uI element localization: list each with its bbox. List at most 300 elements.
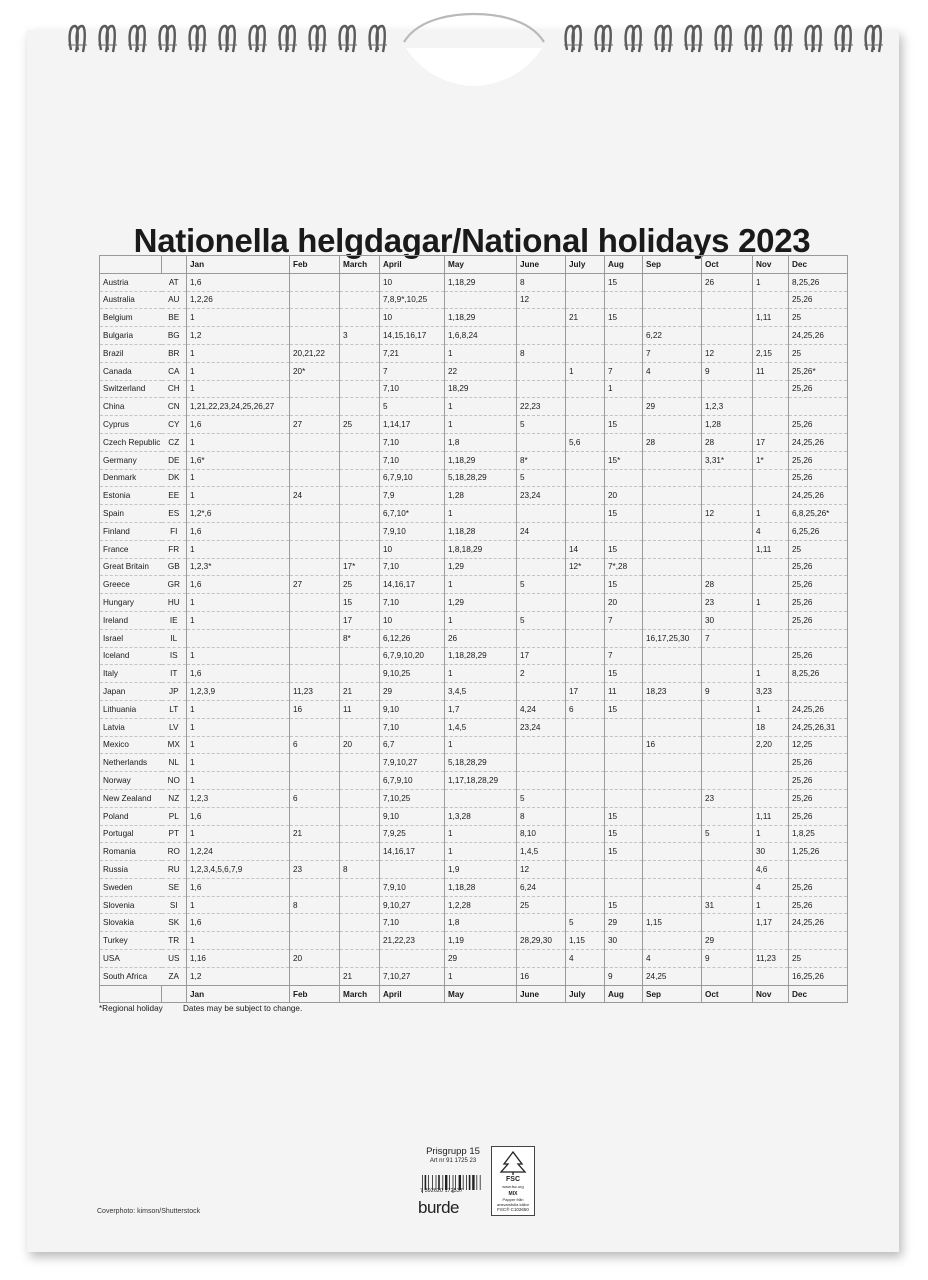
binding-coil bbox=[858, 22, 888, 58]
holiday-dates-cell bbox=[187, 629, 290, 647]
holiday-dates-cell: 23 bbox=[702, 594, 753, 612]
holiday-dates-cell: 6,12,26 bbox=[380, 629, 445, 647]
holiday-dates-cell bbox=[566, 416, 605, 434]
holiday-dates-cell bbox=[290, 914, 340, 932]
holiday-dates-cell: 1 bbox=[566, 362, 605, 380]
holiday-dates-cell: 1 bbox=[187, 754, 290, 772]
holiday-dates-cell: 1 bbox=[187, 896, 290, 914]
table-row bbox=[100, 611, 848, 629]
holiday-dates-cell bbox=[753, 416, 789, 434]
holiday-dates-cell: 1,6 bbox=[187, 522, 290, 540]
holiday-dates-cell: 1,6 bbox=[187, 416, 290, 434]
table-row bbox=[100, 522, 848, 540]
country-name: Germany bbox=[100, 451, 162, 469]
holiday-dates-cell: 1,2,26 bbox=[187, 291, 290, 309]
holiday-dates-cell: 1,6 bbox=[187, 665, 290, 683]
holiday-dates-cell bbox=[643, 825, 702, 843]
holiday-dates-cell bbox=[605, 878, 643, 896]
country-code: NO bbox=[162, 772, 187, 790]
holiday-dates-cell: 1 bbox=[187, 647, 290, 665]
holiday-dates-cell: 25,26 bbox=[789, 647, 848, 665]
holiday-dates-cell: 15 bbox=[605, 540, 643, 558]
holiday-dates-cell bbox=[702, 665, 753, 683]
table-row bbox=[100, 967, 848, 985]
price-block bbox=[418, 1146, 488, 1164]
holiday-dates-cell bbox=[340, 825, 380, 843]
country-code: NL bbox=[162, 754, 187, 772]
holiday-dates-cell bbox=[643, 807, 702, 825]
table-row bbox=[100, 950, 848, 968]
table-row bbox=[100, 754, 848, 772]
holiday-dates-cell: 1,2,3* bbox=[187, 558, 290, 576]
holiday-dates-cell bbox=[517, 736, 566, 754]
table-row bbox=[100, 469, 848, 487]
holiday-dates-cell: 2,15 bbox=[753, 344, 789, 362]
holiday-dates-cell: 25,26 bbox=[789, 594, 848, 612]
holiday-dates-cell bbox=[753, 754, 789, 772]
holiday-dates-cell: 1,18,29 bbox=[445, 451, 517, 469]
table-row bbox=[100, 487, 848, 505]
country-code: RO bbox=[162, 843, 187, 861]
holiday-dates-cell bbox=[643, 273, 702, 291]
holiday-dates-cell: 1 bbox=[187, 487, 290, 505]
holiday-dates-cell: 15 bbox=[605, 807, 643, 825]
holiday-dates-cell: 1,11 bbox=[753, 309, 789, 327]
country-code: ES bbox=[162, 505, 187, 523]
binding-coil bbox=[152, 22, 182, 58]
table-row bbox=[100, 772, 848, 790]
holiday-dates-cell bbox=[290, 291, 340, 309]
footer-month-may: May bbox=[445, 985, 517, 1003]
holiday-dates-cell: 1,8,25 bbox=[789, 825, 848, 843]
holiday-dates-cell: 4,6 bbox=[753, 861, 789, 879]
table-row bbox=[100, 861, 848, 879]
holiday-dates-cell: 20 bbox=[290, 950, 340, 968]
country-code: CZ bbox=[162, 433, 187, 451]
holiday-dates-cell bbox=[566, 825, 605, 843]
holiday-dates-cell: 7,9,10 bbox=[380, 878, 445, 896]
holiday-dates-cell: 1 bbox=[753, 594, 789, 612]
binding-coil bbox=[212, 22, 242, 58]
holiday-dates-cell: 6,8,25,26* bbox=[789, 505, 848, 523]
holiday-dates-cell: 29 bbox=[380, 683, 445, 701]
holiday-dates-cell bbox=[566, 878, 605, 896]
country-code: HU bbox=[162, 594, 187, 612]
country-name: Greece bbox=[100, 576, 162, 594]
footer-month-july: July bbox=[566, 985, 605, 1003]
footer-month-april: April bbox=[380, 985, 445, 1003]
holiday-dates-cell bbox=[340, 647, 380, 665]
holiday-dates-cell: 18 bbox=[753, 718, 789, 736]
country-name: Poland bbox=[100, 807, 162, 825]
holiday-dates-cell bbox=[290, 380, 340, 398]
holiday-dates-cell bbox=[753, 932, 789, 950]
holiday-dates-cell: 7,10 bbox=[380, 718, 445, 736]
country-name: Portugal bbox=[100, 825, 162, 843]
holiday-dates-cell: 1,6,8,24 bbox=[445, 327, 517, 345]
country-name: Estonia bbox=[100, 487, 162, 505]
holiday-dates-cell: 1 bbox=[445, 967, 517, 985]
fsc-url: www.fsc.org bbox=[502, 1184, 524, 1189]
holiday-dates-cell bbox=[605, 950, 643, 968]
country-code: BR bbox=[162, 344, 187, 362]
holiday-dates-cell: 24 bbox=[290, 487, 340, 505]
holiday-dates-cell bbox=[605, 327, 643, 345]
holiday-dates-cell: 16 bbox=[517, 967, 566, 985]
holiday-dates-cell bbox=[789, 683, 848, 701]
holiday-dates-cell: 1,14,17 bbox=[380, 416, 445, 434]
holiday-dates-cell: 7,10 bbox=[380, 914, 445, 932]
holiday-dates-cell: 1,19 bbox=[445, 932, 517, 950]
holiday-dates-cell bbox=[643, 861, 702, 879]
holiday-dates-cell bbox=[340, 522, 380, 540]
holiday-dates-cell: 17 bbox=[340, 611, 380, 629]
holiday-dates-cell bbox=[290, 967, 340, 985]
holiday-dates-cell bbox=[605, 522, 643, 540]
holiday-dates-cell bbox=[517, 950, 566, 968]
holiday-dates-cell bbox=[605, 718, 643, 736]
holiday-dates-cell: 5 bbox=[517, 611, 566, 629]
holiday-dates-cell bbox=[517, 683, 566, 701]
holiday-dates-cell: 1 bbox=[445, 843, 517, 861]
holiday-dates-cell: 1 bbox=[445, 665, 517, 683]
holiday-dates-cell bbox=[566, 522, 605, 540]
holiday-dates-cell bbox=[566, 861, 605, 879]
barcode-number: 7 392620 172537 bbox=[420, 1188, 463, 1194]
holiday-dates-cell: 9,10,25 bbox=[380, 665, 445, 683]
holiday-dates-cell bbox=[643, 647, 702, 665]
country-name: Norway bbox=[100, 772, 162, 790]
country-code: MX bbox=[162, 736, 187, 754]
holiday-dates-cell bbox=[605, 772, 643, 790]
holiday-dates-cell: 24,25,26 bbox=[789, 914, 848, 932]
holiday-dates-cell: 1,7 bbox=[445, 700, 517, 718]
holiday-dates-cell bbox=[789, 932, 848, 950]
holiday-dates-cell: 7 bbox=[605, 362, 643, 380]
country-code: JP bbox=[162, 683, 187, 701]
holiday-dates-cell: 25 bbox=[789, 950, 848, 968]
holiday-dates-cell: 25,26 bbox=[789, 878, 848, 896]
holiday-dates-cell bbox=[290, 629, 340, 647]
table-row bbox=[100, 825, 848, 843]
holiday-dates-cell: 3,23 bbox=[753, 683, 789, 701]
holiday-dates-cell bbox=[605, 861, 643, 879]
holiday-dates-cell: 20,21,22 bbox=[290, 344, 340, 362]
holiday-dates-cell bbox=[605, 469, 643, 487]
holiday-dates-cell: 28,29,30 bbox=[517, 932, 566, 950]
holiday-dates-cell bbox=[340, 772, 380, 790]
holiday-dates-cell: 1,4,5 bbox=[445, 718, 517, 736]
holiday-dates-cell: 9 bbox=[702, 683, 753, 701]
holiday-dates-cell: 21 bbox=[290, 825, 340, 843]
table-row bbox=[100, 629, 848, 647]
footer-month-feb: Feb bbox=[290, 985, 340, 1003]
country-name: New Zealand bbox=[100, 789, 162, 807]
holiday-dates-cell: 28 bbox=[702, 576, 753, 594]
holiday-dates-cell bbox=[290, 718, 340, 736]
holiday-dates-cell bbox=[605, 433, 643, 451]
holiday-dates-cell bbox=[517, 362, 566, 380]
holiday-dates-cell bbox=[290, 807, 340, 825]
binding-coil bbox=[332, 22, 362, 58]
holiday-dates-cell: 9,10 bbox=[380, 700, 445, 718]
header-month-july: July bbox=[566, 256, 605, 274]
holiday-dates-cell: 15 bbox=[605, 665, 643, 683]
footer-code bbox=[162, 985, 187, 1003]
holiday-dates-cell bbox=[753, 647, 789, 665]
holiday-dates-cell: 1,8,18,29 bbox=[445, 540, 517, 558]
holiday-dates-cell bbox=[566, 398, 605, 416]
holiday-dates-cell: 1,17,18,28,29 bbox=[445, 772, 517, 790]
holiday-dates-cell: 1,2,3,9 bbox=[187, 683, 290, 701]
fsc-tree-icon bbox=[492, 1150, 534, 1176]
holiday-dates-cell bbox=[340, 505, 380, 523]
binding-coil bbox=[618, 22, 648, 58]
header-month-may: May bbox=[445, 256, 517, 274]
country-name: France bbox=[100, 540, 162, 558]
holiday-dates-cell: 8* bbox=[340, 629, 380, 647]
country-code: PL bbox=[162, 807, 187, 825]
holiday-dates-cell bbox=[290, 878, 340, 896]
holiday-dates-cell bbox=[517, 914, 566, 932]
holiday-dates-cell: 1 bbox=[187, 380, 290, 398]
holiday-dates-cell: 25,26 bbox=[789, 558, 848, 576]
country-code: CH bbox=[162, 380, 187, 398]
holidays-table bbox=[99, 255, 848, 1003]
holiday-dates-cell bbox=[380, 861, 445, 879]
holiday-dates-cell: 23 bbox=[702, 789, 753, 807]
table-row bbox=[100, 665, 848, 683]
holiday-dates-cell: 15* bbox=[605, 451, 643, 469]
holiday-dates-cell: 10 bbox=[380, 309, 445, 327]
binding-coil bbox=[62, 22, 92, 58]
holiday-dates-cell: 8 bbox=[517, 344, 566, 362]
holiday-dates-cell: 12 bbox=[517, 861, 566, 879]
holiday-dates-cell: 14,16,17 bbox=[380, 843, 445, 861]
fsc-mix: MIX bbox=[508, 1191, 518, 1197]
country-code: IT bbox=[162, 665, 187, 683]
holiday-dates-cell: 23,24 bbox=[517, 487, 566, 505]
holiday-dates-cell bbox=[643, 896, 702, 914]
binding-coil bbox=[362, 22, 392, 58]
holiday-dates-cell: 24,25,26 bbox=[789, 700, 848, 718]
country-name: Sweden bbox=[100, 878, 162, 896]
table-row bbox=[100, 700, 848, 718]
footer-month-oct: Oct bbox=[702, 985, 753, 1003]
holiday-dates-cell: 8* bbox=[517, 451, 566, 469]
header-month-dec: Dec bbox=[789, 256, 848, 274]
country-code: LV bbox=[162, 718, 187, 736]
country-name: Slovenia bbox=[100, 896, 162, 914]
holiday-dates-cell: 1 bbox=[187, 718, 290, 736]
holiday-dates-cell bbox=[643, 665, 702, 683]
holiday-dates-cell: 30 bbox=[753, 843, 789, 861]
holiday-dates-cell: 16 bbox=[643, 736, 702, 754]
holiday-dates-cell bbox=[753, 558, 789, 576]
holiday-dates-cell bbox=[290, 505, 340, 523]
holiday-dates-cell: 15 bbox=[605, 273, 643, 291]
holiday-dates-cell: 8 bbox=[517, 273, 566, 291]
country-code: PT bbox=[162, 825, 187, 843]
holiday-dates-cell: 7,10 bbox=[380, 594, 445, 612]
regional-holiday-note: *Regional holiday bbox=[99, 1004, 163, 1013]
table-row bbox=[100, 789, 848, 807]
holiday-dates-cell: 7 bbox=[380, 362, 445, 380]
country-name: Russia bbox=[100, 861, 162, 879]
holiday-dates-cell: 6,7 bbox=[380, 736, 445, 754]
holiday-dates-cell bbox=[340, 789, 380, 807]
holiday-dates-cell: 7,21 bbox=[380, 344, 445, 362]
holiday-dates-cell bbox=[340, 469, 380, 487]
table-row bbox=[100, 576, 848, 594]
holiday-dates-cell bbox=[290, 451, 340, 469]
holiday-dates-cell: 28 bbox=[702, 433, 753, 451]
holiday-dates-cell: 4,24 bbox=[517, 700, 566, 718]
holiday-dates-cell: 5 bbox=[380, 398, 445, 416]
holiday-dates-cell: 1 bbox=[445, 416, 517, 434]
holiday-dates-cell: 25,26 bbox=[789, 807, 848, 825]
holiday-dates-cell: 6,7,10* bbox=[380, 505, 445, 523]
holiday-dates-cell bbox=[643, 469, 702, 487]
holiday-dates-cell bbox=[340, 398, 380, 416]
holiday-dates-cell: 1,6 bbox=[187, 878, 290, 896]
holiday-dates-cell bbox=[702, 327, 753, 345]
holiday-dates-cell bbox=[566, 380, 605, 398]
holiday-dates-cell: 29 bbox=[445, 950, 517, 968]
holiday-dates-cell: 10 bbox=[380, 273, 445, 291]
holiday-dates-cell: 1 bbox=[187, 700, 290, 718]
holiday-dates-cell bbox=[643, 700, 702, 718]
country-code: DE bbox=[162, 451, 187, 469]
country-code: AT bbox=[162, 273, 187, 291]
holiday-dates-cell: 1,4,5 bbox=[517, 843, 566, 861]
holiday-dates-cell bbox=[643, 558, 702, 576]
holiday-dates-cell bbox=[566, 754, 605, 772]
country-code: AU bbox=[162, 291, 187, 309]
holiday-dates-cell: 7,10,25 bbox=[380, 789, 445, 807]
holiday-dates-cell: 1 bbox=[753, 700, 789, 718]
holiday-dates-cell: 1 bbox=[187, 469, 290, 487]
holiday-dates-cell: 7,10 bbox=[380, 380, 445, 398]
holiday-dates-cell bbox=[753, 291, 789, 309]
holiday-dates-cell bbox=[340, 665, 380, 683]
table-row bbox=[100, 594, 848, 612]
holiday-dates-cell: 1,2 bbox=[187, 327, 290, 345]
holiday-dates-cell bbox=[290, 540, 340, 558]
holiday-dates-cell: 6 bbox=[290, 736, 340, 754]
holiday-dates-cell: 25,26 bbox=[789, 416, 848, 434]
holiday-dates-cell bbox=[340, 451, 380, 469]
holiday-dates-cell: 25,26 bbox=[789, 611, 848, 629]
holiday-dates-cell: 1 bbox=[187, 433, 290, 451]
holiday-dates-cell bbox=[566, 594, 605, 612]
country-name: Brazil bbox=[100, 344, 162, 362]
holiday-dates-cell: 11,23 bbox=[753, 950, 789, 968]
holiday-dates-cell: 25 bbox=[517, 896, 566, 914]
table-row bbox=[100, 416, 848, 434]
holiday-dates-cell: 7,10 bbox=[380, 558, 445, 576]
country-name: Denmark bbox=[100, 469, 162, 487]
holiday-dates-cell: 2,20 bbox=[753, 736, 789, 754]
binding-coil bbox=[738, 22, 768, 58]
holiday-dates-cell bbox=[643, 380, 702, 398]
holiday-dates-cell: 1 bbox=[187, 736, 290, 754]
table-row bbox=[100, 362, 848, 380]
holiday-dates-cell: 5,18,28,29 bbox=[445, 469, 517, 487]
holiday-dates-cell: 22 bbox=[445, 362, 517, 380]
holiday-dates-cell: 23,24 bbox=[517, 718, 566, 736]
holiday-dates-cell: 31 bbox=[702, 896, 753, 914]
header-month-oct: Oct bbox=[702, 256, 753, 274]
holiday-dates-cell bbox=[702, 469, 753, 487]
holiday-dates-cell bbox=[702, 647, 753, 665]
holiday-dates-cell: 20 bbox=[605, 594, 643, 612]
holiday-dates-cell bbox=[702, 309, 753, 327]
holiday-dates-cell: 1 bbox=[445, 736, 517, 754]
holiday-dates-cell: 1 bbox=[187, 772, 290, 790]
holiday-dates-cell: 12* bbox=[566, 558, 605, 576]
holiday-dates-cell: 17 bbox=[566, 683, 605, 701]
binding-coil bbox=[588, 22, 618, 58]
table-row bbox=[100, 843, 848, 861]
holiday-dates-cell: 15 bbox=[605, 896, 643, 914]
binding-coil bbox=[182, 22, 212, 58]
holiday-dates-cell: 1,8 bbox=[445, 914, 517, 932]
country-code: IL bbox=[162, 629, 187, 647]
holiday-dates-cell bbox=[517, 540, 566, 558]
holiday-dates-cell: 1,28 bbox=[702, 416, 753, 434]
header-month-june: June bbox=[517, 256, 566, 274]
holiday-dates-cell: 23 bbox=[290, 861, 340, 879]
holiday-dates-cell: 7,10 bbox=[380, 433, 445, 451]
holiday-dates-cell: 4 bbox=[566, 950, 605, 968]
holiday-dates-cell: 15 bbox=[340, 594, 380, 612]
holiday-dates-cell: 1,29 bbox=[445, 594, 517, 612]
holiday-dates-cell: 26 bbox=[445, 629, 517, 647]
holiday-dates-cell: 29 bbox=[605, 914, 643, 932]
holiday-dates-cell: 1 bbox=[187, 594, 290, 612]
table-row bbox=[100, 273, 848, 291]
country-code: EE bbox=[162, 487, 187, 505]
holiday-dates-cell bbox=[753, 967, 789, 985]
holiday-dates-cell bbox=[753, 327, 789, 345]
holiday-dates-cell: 1 bbox=[445, 825, 517, 843]
holiday-dates-cell: 1 bbox=[753, 825, 789, 843]
footer-month-nov: Nov bbox=[753, 985, 789, 1003]
country-code: CY bbox=[162, 416, 187, 434]
holiday-dates-cell: 2 bbox=[517, 665, 566, 683]
holiday-dates-cell: 30 bbox=[702, 611, 753, 629]
holiday-dates-cell: 25 bbox=[789, 540, 848, 558]
holiday-dates-cell: 7,9,10 bbox=[380, 522, 445, 540]
holiday-dates-cell bbox=[566, 789, 605, 807]
holiday-dates-cell bbox=[753, 487, 789, 505]
country-name: Romania bbox=[100, 843, 162, 861]
holiday-dates-cell: 7 bbox=[605, 611, 643, 629]
holiday-dates-cell: 27 bbox=[290, 576, 340, 594]
holiday-dates-cell: 5,18,28,29 bbox=[445, 754, 517, 772]
holiday-dates-cell: 1,15 bbox=[566, 932, 605, 950]
holiday-dates-cell bbox=[605, 629, 643, 647]
holiday-dates-cell bbox=[340, 896, 380, 914]
holiday-dates-cell bbox=[566, 629, 605, 647]
holiday-dates-cell: 25,26 bbox=[789, 896, 848, 914]
notes bbox=[99, 1004, 320, 1013]
holiday-dates-cell bbox=[566, 807, 605, 825]
holiday-dates-cell: 29 bbox=[702, 932, 753, 950]
holiday-dates-cell: 1,9 bbox=[445, 861, 517, 879]
holiday-dates-cell: 5 bbox=[517, 789, 566, 807]
